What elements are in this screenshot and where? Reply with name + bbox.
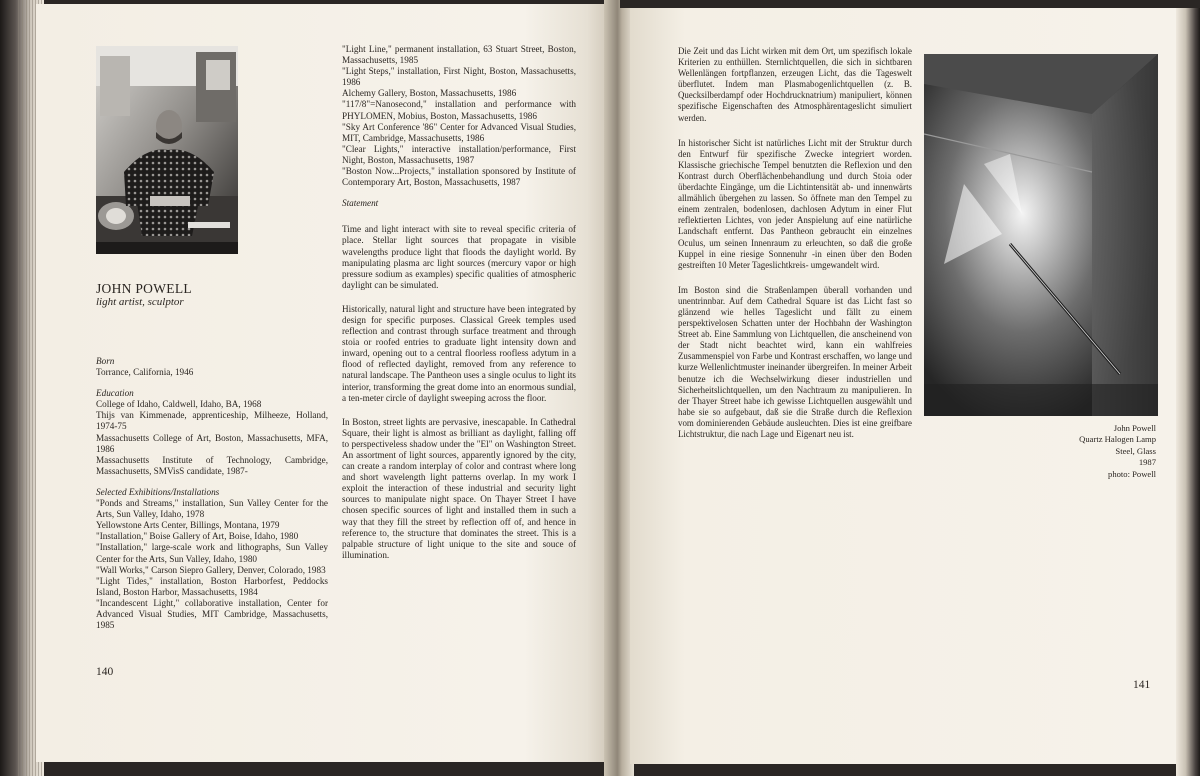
exhibition-line: "Light Steps," installation, First Night, Boston, Massachusetts, 1986 (342, 66, 576, 88)
statement-paragraph: Time and light interact with site to reveal specific criteria of place. Stellar light sources that propagate in visible wavelengths produce light that floods the daylight world. By manipulating plasma arc light sources (mercury vapor or high pressure sodium as examples) specific qualities of atmospheric daylight can be simulated. (342, 224, 576, 290)
statement-heading: Statement (342, 198, 379, 209)
exhibition-line: "Light Tides," installation, Boston Harborfest, Peddocks Island, Boston Harbor, Massachusetts, 1984 (96, 575, 328, 597)
right-page-edges (1176, 0, 1200, 776)
education-line: Thijs van Kimmenade, apprenticeship, Milheeze, Holland, 1974-75 (96, 410, 328, 432)
exhibition-line: "Clear Lights," interactive installation/performance, First Night, Boston, Massachusetts, 1987 (342, 143, 576, 165)
exhibition-line: "Sky Art Conference '86" Center for Advanced Visual Studies, MIT, Cambridge, Massachusetts, 1986 (342, 121, 576, 143)
german-paragraph: Die Zeit und das Licht wirken mit dem Ort, um spezifisch lokale Kriterien zu enthüllen. Sternlichtquellen, die sich in sichtbaren Wellenlängen fortpflanzen, erzeugen Licht, das die Tageswelt überflutet. Indem man Plasmabogenlichtquellen (z. B. Quecksilberdampf oder Hochdrucknatrium) manipuliert, können spezifische Eigenschaften des Atmosphärentageslicht simuliert werden. (678, 46, 912, 123)
statement-paragraph: Historically, natural light and structure have been integrated by design for specific purposes. Classical Greek temples used reflection and contrast through surface treatment and through stoia or roofed entries to graduate light intensity down and inward, opening out to a central floorless roofless adytum in a flood of reflected daylight, removed from any reference to natural landscape. The Pantheon uses a single oculus to light its interior, transforming the great dome into an enormous sundial, a ten-meter circle of daylight sweeping across the floor. (342, 303, 576, 403)
artist-portrait-photo (96, 46, 238, 254)
statement-paragraph: In Boston, street lights are pervasive, inescapable. In Cathedral Square, their light is almost as brilliant as daylight, falling off to perspectiveless shadow under the "El" on Washington Street. An assortment of light sources, apparently ignored by the city, can create a random interplay of color and contrast where long and short wavelength light patterns overlap. In my work I exploit the interaction of these industrial and security light sources to manipulate night space. On Thayer Street I have chosen specific sources of light and installed them in such a way that they fill the street by reflection off of, and hence in reference to, the structure that dominates the street. This is a palpable structure of light unique to the site and souce of illumination. (342, 416, 576, 560)
exhibition-line: "Light Line," permanent installation, 63 Stuart Street, Boston, Massachusetts, 1985 (342, 44, 576, 66)
education-line: Massachusetts Institute of Technology, Cambridge, Massachusetts, SMVisS candidate, 1987- (96, 454, 328, 476)
caption-line: John Powell (1113, 423, 1156, 433)
german-paragraph: In historischer Sicht ist natürliches Licht mit der Struktur durch den Entwurf für spezifische Zwecke integriert worden. Klassische griechische Tempel benutzten die Reflexion und den Kontrast durch Oberflächenbehandlung und durch Stoia oder überdachte Eingänge, um die Lichtintensität ab- und innenwärts allmählich übergehen zu lassen. So öffnete man den Tempel zu einem zentralen, bodenlosen, dachlosen Adytum in einer Flut reflektierten Lichtes, von jeder Anspielung auf eine natürliche Landschaft entfernt. Das Pantheon gebraucht ein einzelnes Oculus, um seinen Innenraum zu erleuchten, so daß die große Kuppel in eine riesige Sonnenuhr -in einen über den Boden gestreiften 10 Meter Tageslichtkreis- umgewandelt wird. (678, 137, 912, 270)
exhibition-line: "Incandescent Light," collaborative installation, Center for Advanced Visual Studies, MIT Cambridge, Massachusetts, 1985 (96, 597, 328, 631)
exhibition-line: Alchemy Gallery, Boston, Massachusetts, 1986 (342, 88, 517, 99)
born-text: Torrance, California, 1946 (96, 367, 194, 378)
artist-role: light artist, sculptor (96, 296, 184, 308)
exhibition-line: "Installation," large-scale work and lithographs, Sun Valley Center for the Arts, Sun Valley, Idaho, 1980 (96, 542, 328, 564)
german-paragraph: Im Boston sind die Straßenlampen überall vorhanden und unentrinnbar. Auf dem Cathedral Square ist das Licht fast so glänzend wie helles Tageslicht und fällt zu einem perspektivelosen Schatten unter der Hochbahn der Washington Street ab. Eine Sammlung von Lichtquellen, die anscheinend von der Stadt nicht beachtet wird, kann ein wahlfreies Zusammenspiel von Farbe und Kontrast erschaffen, wo lange und kurze Wellenlichtmuster ineinander übergreifen. In meiner Arbeit benutze ich die Wechselwirkung dieser industriellen und Sicherheitslichtquellen, um den Nachtraum zu manipulieren. In der Thayer Street habe ich gewisse Lichtquellen ausgewählt und habe sie so aufgebaut, daß sie die Straße durch die Reflexion vom dominierenden Gebäude ausleuchten. Dies ist eine greifbare Lichtstruktur, die nach Lage und Eigenart neu ist. (678, 284, 912, 439)
statement-column (342, 44, 576, 561)
artwork-photo (924, 54, 1158, 416)
exhibition-line: "Boston Now...Projects," installation sponsored by Institute of Contemporary Art, Boston, Massachusetts, 1987 (342, 166, 576, 188)
education-line: Massachusetts College of Art, Boston, Massachusetts, MFA, 1986 (96, 432, 328, 454)
born-heading: Born (96, 356, 115, 366)
artwork-caption (1010, 423, 1156, 480)
caption-line: Quartz Halogen Lamp (1079, 434, 1156, 445)
background-strip (620, 0, 1200, 8)
exhibition-line: "117/8"=Nanosecond," installation and performance with PHYLOMEN, Mobius, Boston, Massachusetts, 1986 (342, 99, 576, 121)
exhibition-line: Yellowstone Arts Center, Billings, Montana, 1979 (96, 520, 280, 531)
exhibitions-heading: Selected Exhibitions/Installations (96, 486, 220, 497)
caption-line: photo: Powell (1108, 468, 1156, 479)
page-number-left: 140 (96, 666, 114, 678)
education-heading: Education (96, 388, 134, 399)
exhibition-line: "Ponds and Streams," installation, Sun Valley Center for the Arts, Sun Valley, Idaho, 1978 (96, 498, 328, 520)
page-number-right: 141 (1133, 679, 1151, 691)
exhibition-line: "Wall Works," Carson Siepro Gallery, Denver, Colorado, 1983 (96, 564, 326, 575)
exhibition-line: "Installation," Boise Gallery of Art, Boise, Idaho, 1980 (96, 531, 299, 542)
caption-line: Steel, Glass (1115, 445, 1156, 456)
german-text-column (678, 46, 912, 440)
biography-column (96, 356, 328, 631)
caption-line: 1987 (1138, 457, 1156, 468)
artist-name: JOHN POWELL (96, 281, 192, 296)
education-line: College of Idaho, Caldwell, Idaho, BA, 1968 (96, 399, 262, 410)
